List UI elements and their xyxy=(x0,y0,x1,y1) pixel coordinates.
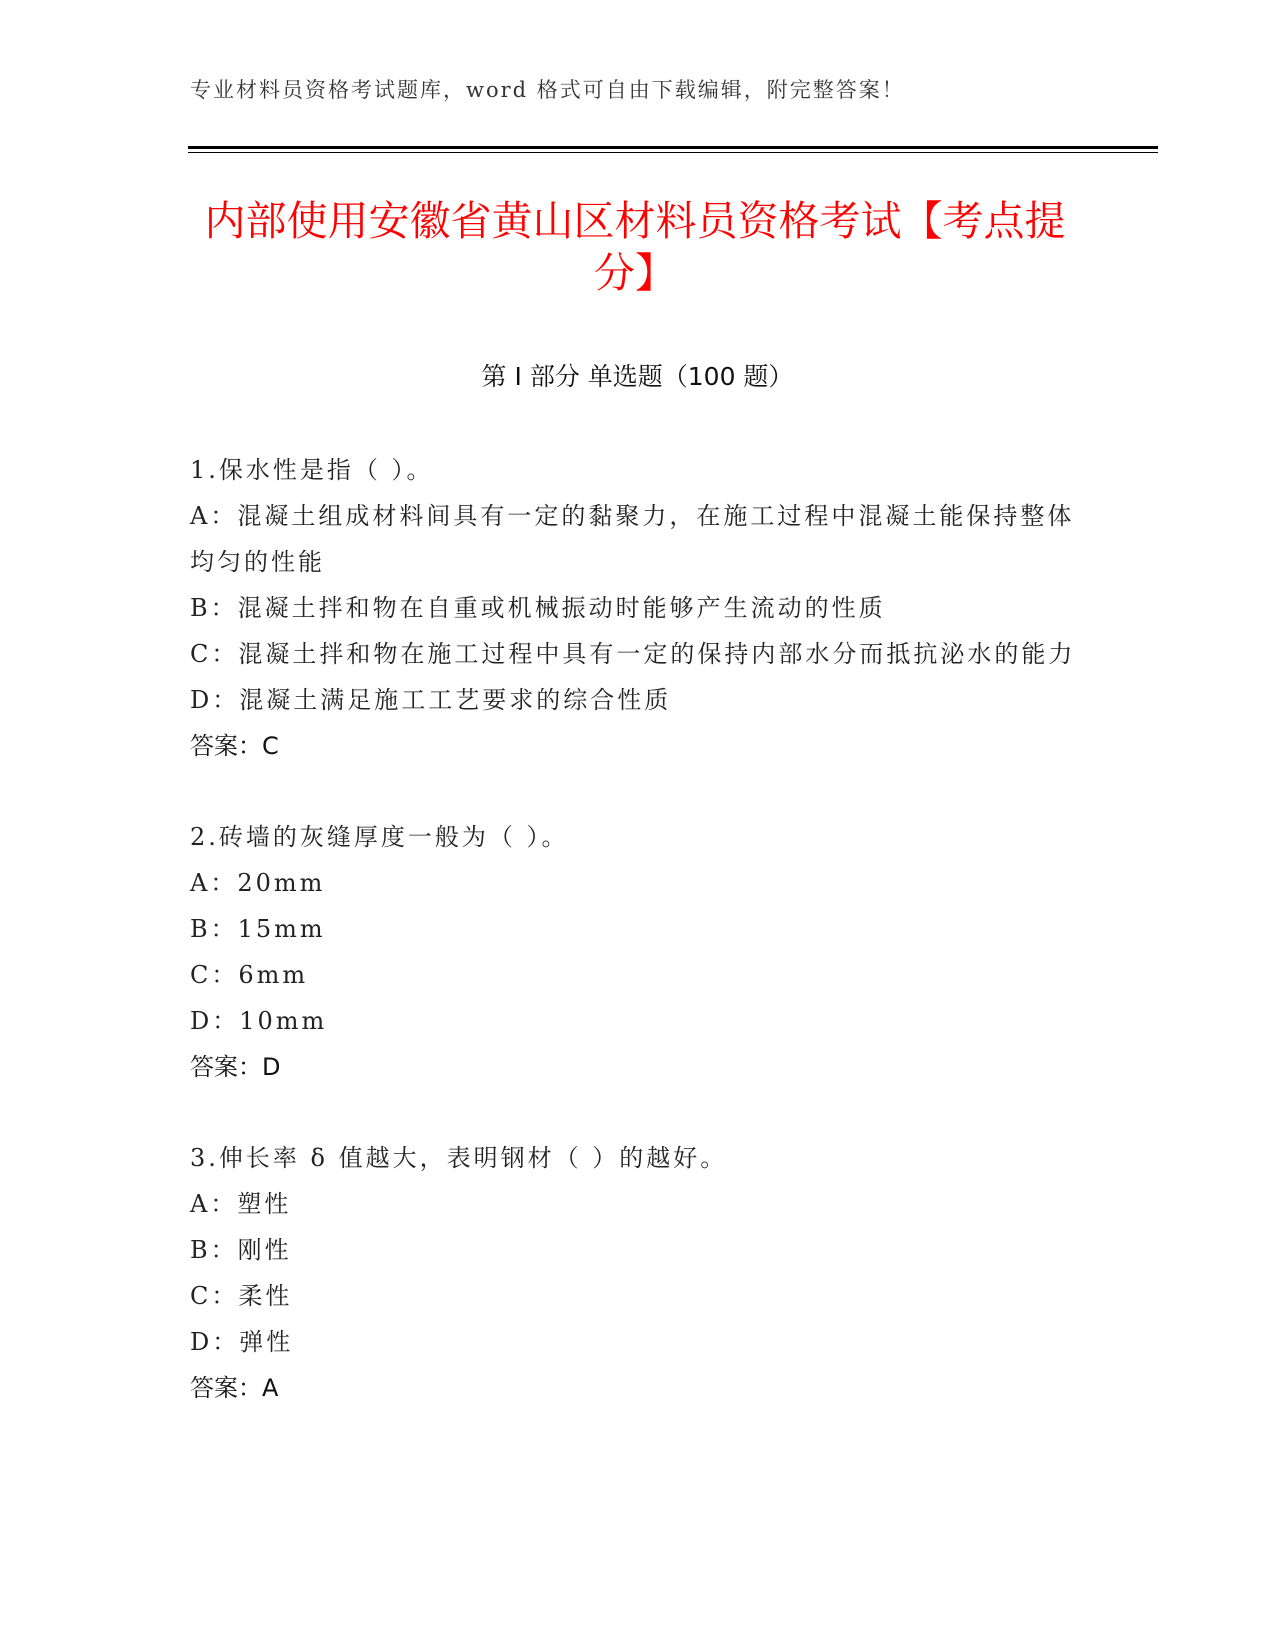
option-d: D：弹性 xyxy=(190,1328,294,1356)
option-d: D：混凝土满足施工工艺要求的综合性质 xyxy=(190,686,672,714)
option-c: C：6mm xyxy=(190,961,309,989)
option-a: A：塑性 xyxy=(190,1190,292,1218)
option-b: B：15mm xyxy=(190,915,326,943)
question-1 xyxy=(190,447,1080,769)
answer: 答案：C xyxy=(190,732,279,760)
answer: 答案：D xyxy=(190,1053,281,1081)
question-list xyxy=(190,447,1080,1456)
question-stem: 3.伸长率 δ 值越大，表明钢材（ ）的越好。 xyxy=(190,1144,728,1172)
option-b: B：混凝土拌和物在自重或机械振动时能够产生流动的性质 xyxy=(190,594,886,622)
header-rule-thin xyxy=(188,152,1158,153)
option-c: C：混凝土拌和物在施工过程中具有一定的保持内部水分而抵抗泌水的能力 xyxy=(190,640,1076,668)
option-b: B：刚性 xyxy=(190,1236,292,1264)
question-2 xyxy=(190,814,1080,1090)
document-title: 内部使用安徽省黄山区材料员资格考试【考点提分】 xyxy=(204,197,1066,297)
question-stem: 2.砖墙的灰缝厚度一般为（ ）。 xyxy=(190,823,569,851)
question-stem: 1.保水性是指（ ）。 xyxy=(190,456,434,484)
header-rule-thick xyxy=(188,146,1158,149)
question-3 xyxy=(190,1135,1080,1411)
option-c: C：柔性 xyxy=(190,1282,293,1310)
option-a: A：混凝土组成材料间具有一定的黏聚力，在施工过程中混凝土能保持整体均匀的性能 xyxy=(190,502,1075,576)
header-note: 专业材料员资格考试题库，word 格式可自由下载编辑，附完整答案！ xyxy=(190,78,905,102)
option-d: D：10mm xyxy=(190,1007,328,1035)
section-title: 第 I 部分 单选题（100 题） xyxy=(481,362,794,391)
option-a: A：20mm xyxy=(190,869,326,897)
answer: 答案：A xyxy=(190,1374,279,1402)
